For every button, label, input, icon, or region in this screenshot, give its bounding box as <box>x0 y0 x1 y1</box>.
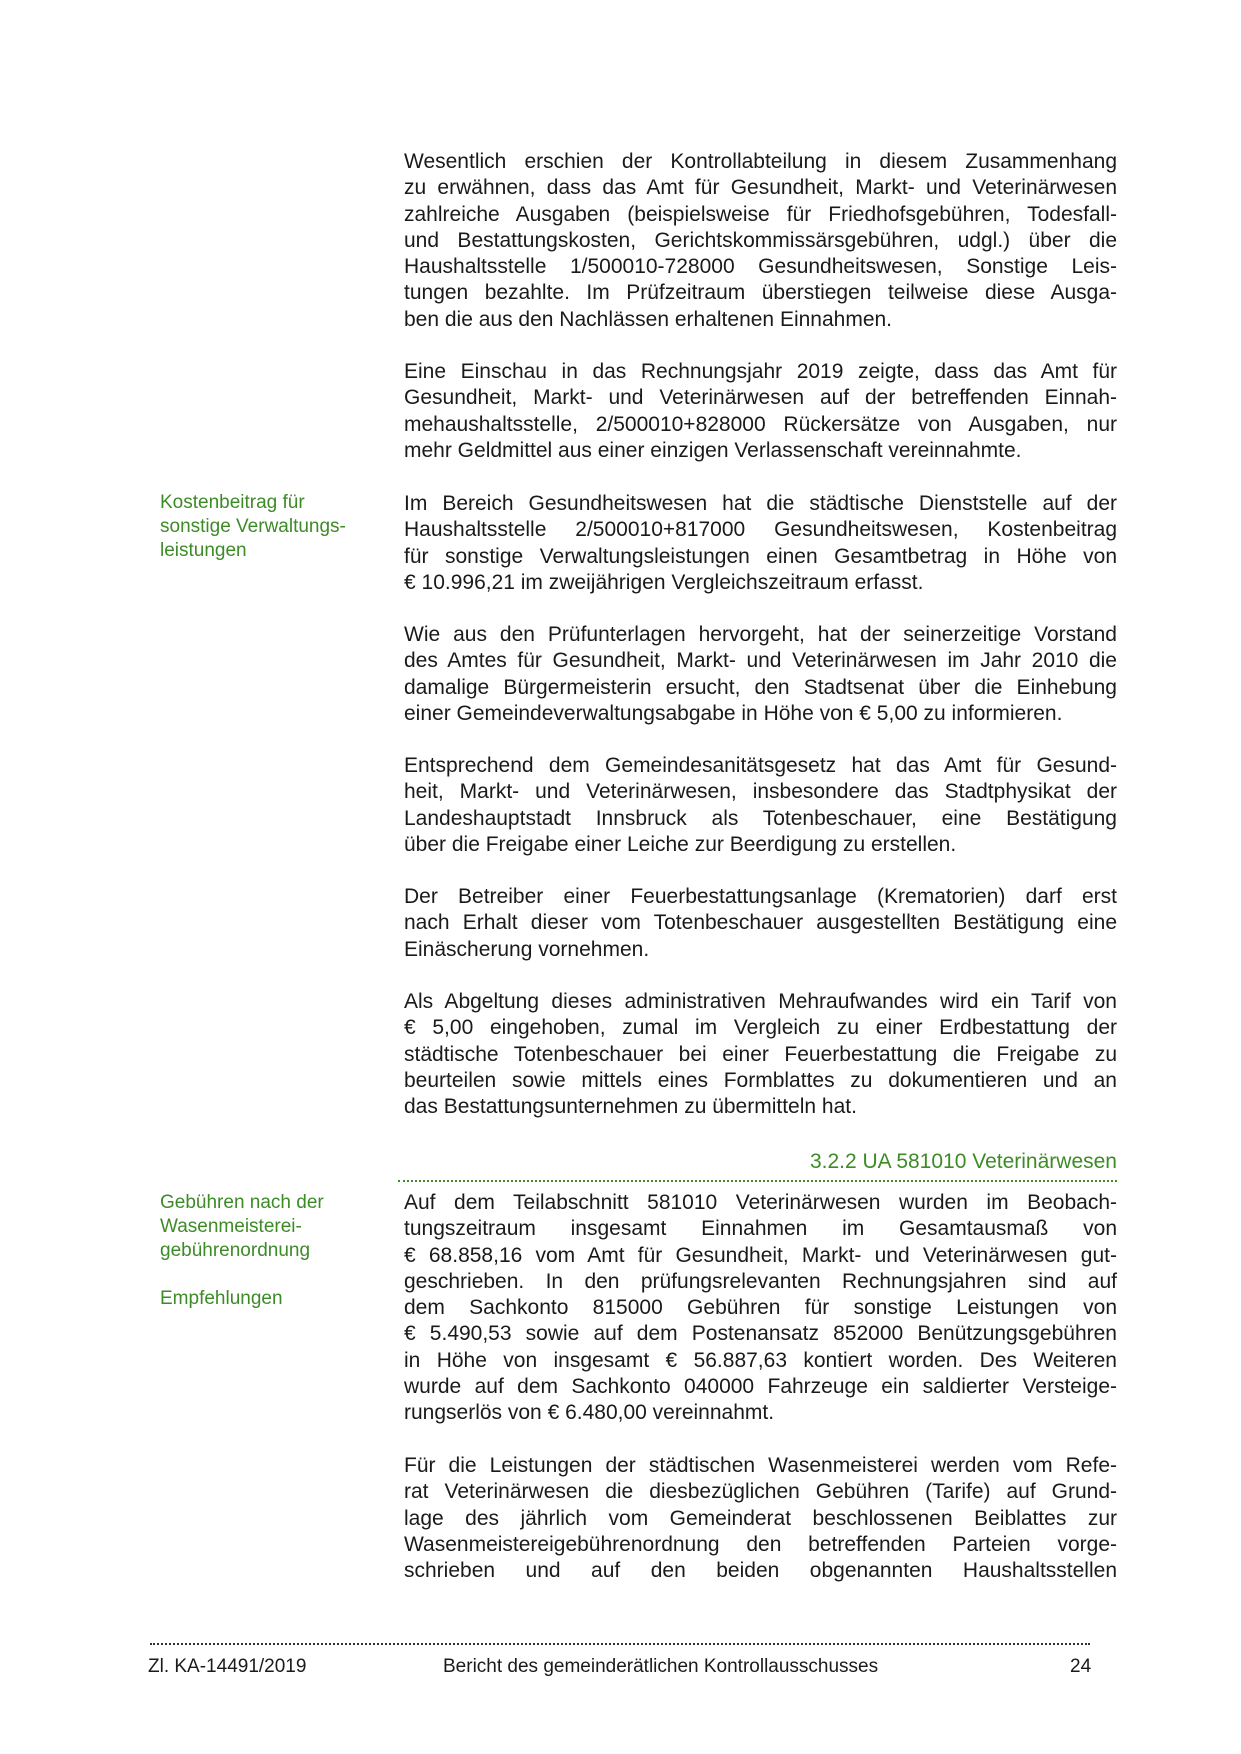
paragraph: Wie aus den Prüfunterlagen hervorgeht, hat der seinerzeitige Vorstand des Amtes für Gesundheit, Markt- und Veterinärwesen im Jahr 2010 die damalige Bürgermeisterin ersucht, den Stadtsenat über die Einhebung einer Gemeindeverwaltungsabgabe in Höhe von € 5,00 zu informieren. <box>404 623 1117 725</box>
footer-reference: Zl. KA-14491/2019 <box>148 1656 307 1677</box>
section-divider <box>398 1180 1117 1182</box>
paragraph: Wesentlich erschien der Kontrollabteilung in diesem Zusammenhang zu erwähnen, dass das Amt für Gesundheit, Markt- und Veterinärwesen zahlreiche Ausgaben (beispielsweise für Friedhofsgebühren, Todesfall- und Bestattungskosten, Gerichtskommissärsgebühren, udgl.) über die Haushaltsstelle 1/500010-728000 Gesundheitswesen, Sonstige Leis- tungen bezahlte. Im Prüfzeitraum überstiegen teilweise diese Ausga- ben die aus den Nachlässen erhaltenen Einnahmen. <box>404 150 1117 331</box>
paragraph: Im Bereich Gesundheitswesen hat die städtische Dienststelle auf der Haushaltsstelle 2/500010+817000 Gesundheitswesen, Kostenbeitrag für sonstige Verwaltungsleistungen einen Gesamtbetrag in Höhe von € 10.996,21 im zweijährigen Vergleichszeitraum erfasst. <box>404 492 1117 594</box>
margin-note-empfehlungen: Empfehlungen <box>160 1288 283 1309</box>
footer-divider <box>150 1643 1090 1645</box>
paragraph: Für die Leistungen der städtischen Wasenmeisterei werden vom Refe- rat Veterinärwesen die diesbezüglichen Gebühren (Tarife) auf Grund- lage des jährlich vom Gemeinderat beschlossenen Beiblattes zur Wasenmeistereigebührenordnung den betreffenden Parteien vorge- schrieben und auf den beiden obgenannten Haushaltsstellen <box>404 1454 1117 1583</box>
section-heading: 3.2.2 UA 581010 Veterinärwesen <box>809 1150 1117 1173</box>
margin-note-gebuehren: Gebühren nach der Wasenmeisterei- gebührenordnung <box>160 1192 324 1261</box>
paragraph: Auf dem Teilabschnitt 581010 Veterinärwesen wurden im Beobach- tungszeitraum insgesamt Einnahmen im Gesamtausmaß von € 68.858,16 vom Amt für Gesundheit, Markt- und Veterinärwesen gut- geschrieben. In den prüfungsrelevanten Rechnungsjahren sind auf dem Sachkonto 815000 Gebühren für sonstige Leistungen von € 5.490,53 sowie auf dem Postenansatz 852000 Benützungsgebühren in Höhe von insgesamt € 56.887,63 kontiert worden. Des Weiteren wurde auf dem Sachkonto 040000 Fahrzeuge ein saldierter Versteige- rungserlös von € 6.480,00 vereinnahmt. <box>404 1191 1117 1425</box>
paragraph: Entsprechend dem Gemeindesanitätsgesetz hat das Amt für Gesund- heit, Markt- und Veterinärwesen, insbesondere das Stadtphysikat der Landeshauptstadt Innsbruck als Totenbeschauer, eine Bestätigung über die Freigabe einer Leiche zur Beerdigung zu erstellen. <box>404 754 1117 856</box>
paragraph: Als Abgeltung dieses administrativen Mehraufwandes wird ein Tarif von € 5,00 eingehoben, zumal im Vergleich zu einer Erdbestattung der städtische Totenbeschauer bei einer Feuerbestattung die Freigabe zu beurteilen sowie mittels eines Formblattes zu dokumentieren und an das Bestattungsunternehmen zu übermitteln hat. <box>404 990 1117 1119</box>
page-number: 24 <box>1070 1656 1092 1677</box>
paragraph: Eine Einschau in das Rechnungsjahr 2019 zeigte, dass das Amt für Gesundheit, Markt- und Veterinärwesen auf der betreffenden Einnah- mehaushaltsstelle, 2/500010+828000 Rückersätze von Ausgaben, nur mehr Geldmittel aus einer einzigen Verlassenschaft vereinnahmte. <box>404 360 1117 462</box>
footer-title: Bericht des gemeinderätlichen Kontrollausschusses <box>443 1656 879 1677</box>
margin-note-kostenbeitrag: Kostenbeitrag für sonstige Verwaltungs- leistungen <box>160 492 346 561</box>
paragraph: Der Betreiber einer Feuerbestattungsanlage (Krematorien) darf erst nach Erhalt dieser vom Totenbeschauer ausgestellten Bestätigung eine Einäscherung vornehmen. <box>404 885 1117 961</box>
